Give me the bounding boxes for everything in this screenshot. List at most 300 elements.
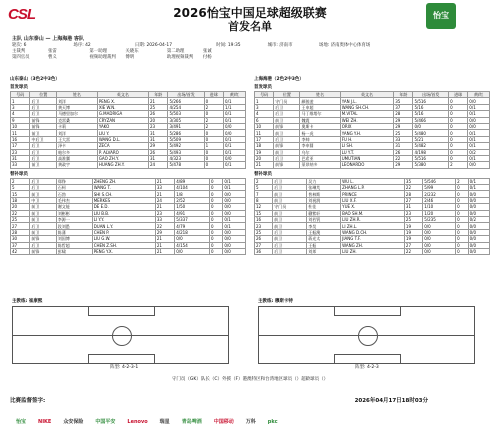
table-cell: DE E.D. xyxy=(92,204,155,210)
table-cell: 0/1 xyxy=(224,98,246,104)
table-cell: 刘彬彬 xyxy=(56,210,92,216)
away-pitch-diagram xyxy=(258,306,475,364)
table-cell: 5/16 xyxy=(413,104,449,110)
table-cell: WANG ZH. xyxy=(341,242,405,248)
fourth-name: 曹义 xyxy=(48,55,57,60)
table-cell: 18 xyxy=(255,143,274,149)
table-cell: 0/1 xyxy=(224,111,246,117)
city: 城市: 济南市 xyxy=(267,43,293,48)
table-cell: LIU Y. xyxy=(97,130,148,136)
table-cell: 颜骏凌 xyxy=(300,98,340,104)
table-cell: 0 xyxy=(456,229,469,235)
table-cell: 0/1 xyxy=(468,143,490,149)
table-cell: 克雷桑 xyxy=(57,117,98,123)
table-cell: 0 xyxy=(210,223,223,229)
col-apps: 出场/首发 xyxy=(168,92,204,98)
away-starters-table xyxy=(254,91,490,169)
table-cell: 17 xyxy=(11,143,30,149)
table-cell: LIU ZH. xyxy=(341,248,405,254)
table-cell: CHEN P. xyxy=(92,229,155,235)
sponsor-logo: 怡宝 xyxy=(16,419,27,425)
table-cell: 前卫 xyxy=(274,130,300,136)
table-cell: 0/0 xyxy=(468,229,489,235)
home-starters-table xyxy=(10,91,246,169)
table-cell: 1/8 xyxy=(175,191,210,197)
ar2-label: 第二助理 xyxy=(166,49,185,54)
table-cell: 0 xyxy=(210,210,223,216)
table-cell: 后卫 xyxy=(30,178,56,184)
supervisor-signature-label: 比赛监督签字: xyxy=(10,398,46,404)
ar2-name: 张诚 xyxy=(202,49,212,54)
table-cell: 0/1 xyxy=(468,104,490,110)
table-cell: 0 xyxy=(210,217,223,223)
table-cell: 28 xyxy=(11,229,30,235)
table-cell: 杜佳 xyxy=(307,204,341,210)
penalty-box xyxy=(334,307,401,316)
csl-logo: CSL xyxy=(8,6,35,23)
table-cell: 守门员 xyxy=(273,204,307,210)
table-row xyxy=(255,248,490,254)
table-cell: YANG Y.H. xyxy=(340,130,394,136)
table-cell: 后卫 xyxy=(274,155,300,161)
table-cell: 5/478 xyxy=(168,162,204,168)
table-cell: 4/323 xyxy=(168,155,204,161)
table-cell: 5/266 xyxy=(168,98,204,104)
table-cell: 1/1 xyxy=(224,104,246,110)
table-cell: 3/491 xyxy=(168,123,204,129)
match-info xyxy=(12,36,482,61)
date: 日期: 2026-04-17 xyxy=(134,43,172,48)
table-cell: 5/482 xyxy=(413,143,449,149)
table-cell: 4/218 xyxy=(175,229,210,235)
col-age: 年龄 xyxy=(394,92,413,98)
table-cell: 0 xyxy=(456,242,469,248)
table-cell: 蒋光太 xyxy=(307,236,341,242)
table-cell: 马丁维塔尔 xyxy=(300,111,340,117)
table-cell: 22 xyxy=(394,155,413,161)
table-cell: 陈哲超 xyxy=(56,242,92,248)
table-cell: 36 xyxy=(255,248,273,254)
col-goals: 进球 xyxy=(449,92,468,98)
table-cell: 19 xyxy=(404,223,422,229)
table-cell: 0 xyxy=(449,123,468,129)
table-cell: LI SH. xyxy=(340,143,394,149)
table-cell: 前卫 xyxy=(30,210,56,216)
table-cell: 0 xyxy=(456,223,469,229)
table-cell: 0/0 xyxy=(468,223,489,229)
table-cell: 前锋 xyxy=(30,236,56,242)
table-cell: 0/1 xyxy=(224,143,246,149)
table-cell: 23 xyxy=(404,210,422,216)
table-cell: 4/154 xyxy=(175,242,210,248)
table-cell: 4 xyxy=(255,111,274,117)
col-en: 英文名 xyxy=(97,92,148,98)
table-cell: 中后卫 xyxy=(30,136,57,142)
table-cell: 15 xyxy=(255,210,273,216)
table-cell: 后卫 xyxy=(30,149,57,155)
home-formation: 阵型: 4-2-3-1 xyxy=(110,365,139,370)
table-cell: 王申超 xyxy=(300,104,340,110)
table-cell: 泽卡 xyxy=(57,143,98,149)
table-cell: 后卫 xyxy=(30,143,57,149)
table-cell: 4/198 xyxy=(413,149,449,155)
table-cell: JIANG T.F. xyxy=(341,236,405,242)
match-title: 主队 山东泰山 — 上海海港 客队 xyxy=(12,36,84,42)
away-formation: 阵型: 4-2-3 xyxy=(355,365,379,370)
table-cell: XIE W.N. xyxy=(97,104,148,110)
sponsor-logo: NIKE xyxy=(38,419,52,425)
table-cell: 莱昂纳多 xyxy=(300,162,340,168)
table-cell: 吴力 xyxy=(307,178,341,184)
table-cell: 0 xyxy=(449,98,468,104)
table-cell: 0/0 xyxy=(423,248,456,254)
table-cell: 1/10 xyxy=(423,204,456,210)
table-cell: 0/0 xyxy=(223,204,246,210)
table-cell: 21 xyxy=(155,191,174,197)
table-cell: PENG Y.X. xyxy=(92,248,155,254)
table-cell: 28 xyxy=(404,191,422,197)
table-cell: 26 xyxy=(255,236,273,242)
table-cell: 前锋 xyxy=(30,248,56,254)
table-cell: 0/0 xyxy=(468,162,490,168)
table-cell: 23 xyxy=(255,223,273,229)
table-cell: 33 xyxy=(394,136,413,142)
table-cell: 5 xyxy=(11,185,30,191)
table-cell: 前卫 xyxy=(30,229,56,235)
table-cell: 4/254 xyxy=(168,104,204,110)
table-cell: 杨一虎 xyxy=(300,130,340,136)
table-cell: 4 xyxy=(11,111,30,117)
table-cell: 20 xyxy=(255,155,274,161)
table-cell: 0/1 xyxy=(468,178,489,184)
table-cell: 5/492 xyxy=(168,143,204,149)
away-team-column xyxy=(254,74,490,255)
table-cell: 5/380 xyxy=(413,162,449,168)
table-cell: HUANG ZH.Y. xyxy=(97,162,148,168)
table-cell: 24 xyxy=(149,162,168,168)
table-cell: 1/50 xyxy=(175,204,210,210)
table-cell: WU L. xyxy=(341,178,405,184)
table-cell: 0/0 xyxy=(468,123,490,129)
table-cell: 0 xyxy=(204,149,223,155)
table-cell: 前卫 xyxy=(30,162,57,168)
table-cell: 0 xyxy=(210,204,223,210)
table-cell: 25 xyxy=(394,130,413,136)
table-cell: 0/1 xyxy=(224,162,246,168)
table-cell: 30 xyxy=(11,236,30,242)
table-cell: 张琳芃 xyxy=(307,185,341,191)
table-cell: 0/0 xyxy=(413,123,449,129)
ar1-name: 关晓东 xyxy=(125,49,139,54)
table-cell: DUAN L.Y. xyxy=(92,223,155,229)
table-cell: LIU G.W. xyxy=(92,236,155,242)
table-cell: 前卫 xyxy=(30,130,57,136)
table-cell: 9 xyxy=(11,117,30,123)
table-cell: 5/16 xyxy=(413,111,449,117)
col-name: 姓名 xyxy=(57,92,98,98)
table-cell: 0/0 xyxy=(468,242,489,248)
table-cell: 后卫 xyxy=(30,242,56,248)
table-cell: CHEN Z.SH. xyxy=(92,242,155,248)
sponsor-logo: 瑞星 xyxy=(159,419,170,425)
table-cell: 0 xyxy=(456,248,469,254)
table-cell: LU Y.T. xyxy=(340,149,394,155)
table-cell: 2 xyxy=(11,178,30,184)
table-cell: 4/91 xyxy=(175,210,210,216)
table-cell: LIU X.F. xyxy=(341,197,405,203)
table-cell: 12 xyxy=(255,204,273,210)
table-cell: WANG T. xyxy=(92,185,155,191)
table-cell: 0 xyxy=(456,185,469,191)
table-cell: 31 xyxy=(149,155,168,161)
home-team-column xyxy=(10,74,246,255)
table-cell: 谢文能 xyxy=(56,204,92,210)
sponsor-logo: Lenovo xyxy=(127,419,148,425)
table-cell: 22 xyxy=(155,223,174,229)
table-cell: 0 xyxy=(456,191,469,197)
table-cell: 23 xyxy=(11,149,30,155)
table-cell: 前卫 xyxy=(273,197,307,203)
table-cell: 0 xyxy=(449,117,468,123)
table-cell: 31 xyxy=(404,204,422,210)
table-cell: 27 xyxy=(404,242,422,248)
table-cell: 郑铮 xyxy=(56,178,92,184)
table-cell: 前锋 xyxy=(274,162,300,168)
table-cell: 0/0 xyxy=(468,248,489,254)
table-cell: 刘国博 xyxy=(56,236,92,242)
table-cell: 0/0 xyxy=(468,191,489,197)
table-cell: 5/516 xyxy=(413,98,449,104)
table-header xyxy=(11,92,246,98)
table-cell: ZHENG ZH. xyxy=(92,178,155,184)
table-cell: WANG D.L. xyxy=(97,136,148,142)
table-cell: 37 xyxy=(11,242,30,248)
table-cell: 21 xyxy=(149,98,168,104)
table-cell: 31 xyxy=(11,155,30,161)
legend: 守门员（GK）队长（C）外援（F）港澳特区和台湾地区球员（）超龄球员（） xyxy=(171,377,329,382)
referee-label: 主裁判 xyxy=(12,49,26,54)
table-cell: 后卫 xyxy=(30,98,57,104)
table-cell: 4/104 xyxy=(175,185,210,191)
table-cell: 0 xyxy=(204,130,223,136)
table-cell: 5/466 xyxy=(413,117,449,123)
table-cell: 2/52 xyxy=(175,197,210,203)
table-cell: 0 xyxy=(210,248,223,254)
table-cell: 4/79 xyxy=(175,223,210,229)
table-cell: 2 xyxy=(456,178,469,184)
ar1-label: 第一助理 xyxy=(89,49,107,54)
table-cell: YUE X. xyxy=(341,204,405,210)
table-cell: 33 xyxy=(155,217,174,223)
table-cell: 20 xyxy=(11,204,30,210)
away-team-name: 上海海港（2色2中3色） xyxy=(254,77,304,82)
table-cell: 0 xyxy=(210,178,223,184)
table-cell: 黄天博 xyxy=(57,104,98,110)
table-cell: 0 xyxy=(210,185,223,191)
table-cell: 37 xyxy=(394,104,413,110)
table-cell: WANG SH.CH. xyxy=(340,104,394,110)
table-cell: 王振 xyxy=(307,242,341,248)
table-cell: 20 xyxy=(149,117,168,123)
table-cell: 5/235 xyxy=(423,217,456,223)
table-row xyxy=(11,162,246,168)
col-pos: 位置 xyxy=(30,92,57,98)
table-cell: 0/2 xyxy=(468,149,490,155)
sponsor-logo: 中国移动 xyxy=(213,419,234,425)
table-cell: 0 xyxy=(204,98,223,104)
table-cell: 0/0 xyxy=(223,248,246,254)
table-cell: 前卫 xyxy=(273,236,307,242)
home-starters-heading: 首发球员 xyxy=(10,85,28,90)
table-cell: 25 xyxy=(11,217,30,223)
table-cell: 7 xyxy=(255,191,273,197)
table-cell: 石勃 xyxy=(56,191,92,197)
table-cell: 李申圆 xyxy=(300,143,340,149)
table-cell: 0 xyxy=(456,236,469,242)
table-cell: 27 xyxy=(11,223,30,229)
table-cell: 33 xyxy=(155,185,174,191)
table-cell: 2 xyxy=(204,123,223,129)
sponsor-logo: 怡宝 xyxy=(426,3,456,29)
table-cell: 2/232 xyxy=(423,191,456,197)
table-cell: 0/0 xyxy=(175,236,210,242)
table-cell: 25 xyxy=(255,229,273,235)
table-cell: 0/1 xyxy=(223,217,246,223)
table-cell: 魏震 xyxy=(300,117,340,123)
table-cell: 3/305 xyxy=(168,117,204,123)
table-cell: 5/337 xyxy=(175,217,210,223)
table-cell: 刘祝润 xyxy=(307,197,341,203)
away-subs-table xyxy=(254,178,490,256)
table-cell: G.MADRIGA xyxy=(97,111,148,117)
table-cell: 前卫 xyxy=(30,204,56,210)
table-cell: 前锋 xyxy=(30,117,57,123)
table-cell: 1/20 xyxy=(423,210,456,216)
table-cell: 0/0 xyxy=(223,197,246,203)
table-cell: 后卫 xyxy=(30,111,57,117)
table-cell: 0/0 xyxy=(468,197,489,203)
table-cell: UMUTIAN xyxy=(340,155,394,161)
var-label: 视频助理裁判 xyxy=(89,55,116,60)
table-cell: 前卫 xyxy=(30,191,56,197)
table-cell: ZECA xyxy=(97,143,148,149)
table-cell: 4/89 xyxy=(175,178,210,184)
table-cell: 后卫 xyxy=(30,155,57,161)
table-cell: 19 xyxy=(255,149,274,155)
table-cell: 0 xyxy=(210,236,223,242)
table-cell: 0/0 xyxy=(223,191,246,197)
table-cell: 0/1 xyxy=(224,149,246,155)
table-cell: PENG X. xyxy=(97,98,148,104)
table-cell: 0/0 xyxy=(468,117,490,123)
table-cell: 1 xyxy=(255,98,274,104)
table-cell: 后卫 xyxy=(274,111,300,117)
table-cell: 0 xyxy=(449,149,468,155)
match-no: 场序: 42 xyxy=(73,43,91,48)
table-cell: 0/1 xyxy=(468,111,490,117)
table-cell: YAKO xyxy=(97,123,148,129)
table-cell: 1 xyxy=(11,98,30,104)
table-header xyxy=(255,92,490,98)
table-cell: 0/1 xyxy=(468,130,490,136)
table-cell: 0/0 xyxy=(223,242,246,248)
table-cell: WEI ZH. xyxy=(340,117,394,123)
col-cards: 黄/红 xyxy=(224,92,246,98)
league-title: 2026怡宝中国足球超级联赛 xyxy=(173,6,327,20)
page-title: 首发名单 xyxy=(228,20,272,33)
table-cell: 0/0 xyxy=(468,98,490,104)
table-cell: 0 xyxy=(456,210,469,216)
table-cell: 李昊 xyxy=(307,223,341,229)
table-cell: MERKES xyxy=(92,197,155,203)
table-cell: 1 xyxy=(204,143,223,149)
table-cell: 后卫 xyxy=(30,104,57,110)
table-cell: 0/1 xyxy=(223,178,246,184)
table-cell: 31 xyxy=(149,130,168,136)
table-cell: 8 xyxy=(255,197,273,203)
table-cell: 0/0 xyxy=(223,210,246,216)
table-row xyxy=(255,162,490,168)
table-cell: 16 xyxy=(11,136,30,142)
table-cell: 守门员 xyxy=(274,98,300,104)
table-cell: 刘若钒 xyxy=(307,217,341,223)
table-cell: 石柯 xyxy=(56,185,92,191)
table-cell: 26 xyxy=(394,149,413,155)
penalty-box xyxy=(334,354,401,363)
sponsor-strip xyxy=(10,408,490,434)
table-cell: ORIX xyxy=(340,123,394,129)
col-no: 号码 xyxy=(255,92,274,98)
table-cell: 王振澳 xyxy=(307,229,341,235)
table-cell: 0/0 xyxy=(175,248,210,254)
table-cell: 33 xyxy=(11,162,30,168)
table-cell: 高准翼 xyxy=(57,155,98,161)
table-cell: 0 xyxy=(210,242,223,248)
table-cell: 0/0 xyxy=(224,130,246,136)
table-cell: 23 xyxy=(149,123,168,129)
table-cell: SHI S.CH. xyxy=(92,191,155,197)
table-cell: 19 xyxy=(404,236,422,242)
table-cell: 31 xyxy=(149,136,168,142)
away-starters-heading: 首发球员 xyxy=(254,85,272,90)
table-cell: 5/503 xyxy=(168,111,204,117)
table-cell: ZHANG L.P. xyxy=(341,185,405,191)
table-cell: 0/0 xyxy=(423,223,456,229)
table-cell: 卡莉 xyxy=(57,123,98,129)
home-team-name: 山东泰山（3色2中3色） xyxy=(10,77,60,82)
home-pitch-diagram xyxy=(12,306,229,364)
fourth-label: 第四官员 xyxy=(12,55,30,60)
table-cell: 前锋 xyxy=(30,123,57,129)
table-cell: 0 xyxy=(449,130,468,136)
table-cell: 5/286 xyxy=(168,130,204,136)
table-cell: 11 xyxy=(11,130,30,136)
table-cell: 29 xyxy=(155,229,174,235)
table-cell: 0/1 xyxy=(224,136,246,142)
table-cell: 蒯紫轩 xyxy=(307,210,341,216)
table-cell: 10 xyxy=(255,123,274,129)
table-cell: 2/46 xyxy=(423,197,456,203)
table-cell: M.VITAL xyxy=(340,111,394,117)
table-cell: 0/0 xyxy=(223,229,246,235)
table-cell: 21 xyxy=(155,236,174,242)
table-cell: 19 xyxy=(404,229,422,235)
table-cell: 0 xyxy=(456,197,469,203)
table-cell: P. ALVARO xyxy=(97,149,148,155)
table-cell: 29 xyxy=(394,162,413,168)
table-cell: 23 xyxy=(155,210,174,216)
sponsor-logo: 万科 xyxy=(245,419,256,425)
